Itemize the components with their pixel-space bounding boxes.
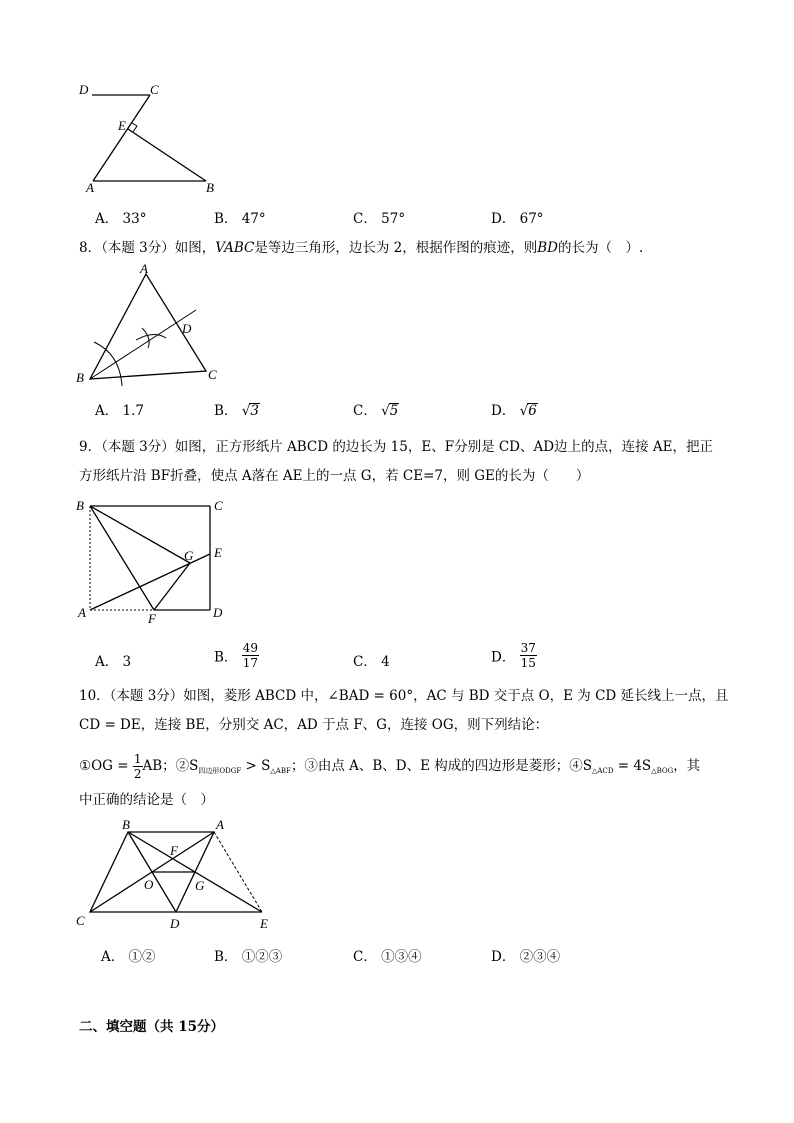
q10-option-d[interactable]: D． ②③④	[491, 949, 561, 965]
q7-option-a[interactable]: A． 33°	[95, 211, 147, 227]
q10-label-G: G	[195, 878, 205, 893]
section-heading: 二、填空题（共 15分）	[79, 1019, 224, 1035]
q7-option-d[interactable]: D． 67°	[491, 211, 544, 227]
q9-label-D: D	[213, 605, 223, 620]
q9-label-A: A	[78, 605, 86, 620]
q8-option-d[interactable]: D． √6	[491, 403, 537, 419]
q10-option-c[interactable]: C． ①③④	[353, 949, 422, 965]
q8-option-b[interactable]: B． √3	[214, 403, 259, 419]
q9-label-G: G	[184, 548, 194, 563]
q9-label-E: E	[214, 545, 222, 560]
q9-stem-line1: 9．（本题 3分）如图，正方形纸片 ABCD 的边长为 15，E、F分别是 CD、AD边上的点，连接 AE，把正	[79, 439, 713, 455]
q8-label-C: C	[208, 367, 217, 382]
q10-label-E: E	[260, 916, 268, 931]
q8-option-c[interactable]: C． √5	[353, 403, 399, 419]
q10-stem-line1: 10．（本题 3分）如图，菱形 ABCD 中，∠BAD = 60°，AC 与 BD 交于点 O，E 为 CD 延长线上一点，且	[79, 688, 729, 704]
q10-conclusions: ①OG = $\frac{1}{2}$ AB；$②S_{四边形ODGF} > S_{\triangle ABF}$；③由点 A、B、D、E 构成的四边形是菱形；$④S_{\triangle ACD} = 4S_{\triangle BOG}$，其	[79, 752, 701, 781]
q8-label-A: A	[140, 261, 148, 276]
q7-label-C: C	[150, 82, 159, 97]
q9-label-F: F	[148, 611, 156, 626]
q8-label-D: D	[182, 321, 192, 336]
q7-figure	[70, 78, 230, 198]
q10-label-A: A	[216, 817, 224, 832]
q7-option-b[interactable]: B． 47°	[214, 211, 266, 227]
q7-label-E: E	[118, 118, 126, 133]
q9-label-C: C	[214, 498, 223, 513]
q10-label-O: O	[144, 877, 154, 892]
q7-label-A: A	[86, 180, 94, 195]
q9-option-b[interactable]: B． $\frac{49}{17}$	[214, 641, 258, 670]
q10-stem-line4: 中正确的结论是（ ）	[79, 792, 214, 808]
q8-figure	[70, 262, 240, 392]
q10-option-b[interactable]: B． ①②③	[214, 949, 283, 965]
q9-option-c[interactable]: C． 4	[353, 654, 390, 670]
q10-figure	[70, 815, 290, 935]
q10-label-F: F	[170, 843, 178, 858]
q9-option-d[interactable]: D． $\frac{37}{15}$	[491, 641, 536, 670]
q9-figure	[70, 495, 240, 630]
q10-label-B: B	[122, 817, 130, 832]
q7-option-c[interactable]: C． 57°	[353, 211, 406, 227]
q7-label-D: D	[79, 82, 89, 97]
q10-label-C: C	[76, 913, 85, 928]
q10-option-a[interactable]: A． ①②	[101, 949, 156, 965]
q10-label-D: D	[170, 916, 180, 931]
q8-option-a[interactable]: A． 1.7	[95, 403, 145, 419]
q9-stem-line2: 方形纸片沿 BF折叠，使点 A落在 AE上的一点 G，若 CE=7，则 GE的长为（ ）	[79, 468, 590, 484]
q9-option-a[interactable]: A． 3	[95, 654, 132, 670]
q8-stem: 8．（本题 3分）如图，VABC是等边三角形，边长为 2，根据作图的痕迹，则BD的长为（ ）.	[79, 240, 644, 256]
q10-stem-line2: CD = DE，连接 BE，分别交 AC，AD 于点 F、G，连接 OG，则下列结论：	[79, 717, 549, 733]
q8-label-B: B	[76, 370, 84, 385]
q9-label-B: B	[76, 498, 84, 513]
q7-label-B: B	[206, 180, 214, 195]
